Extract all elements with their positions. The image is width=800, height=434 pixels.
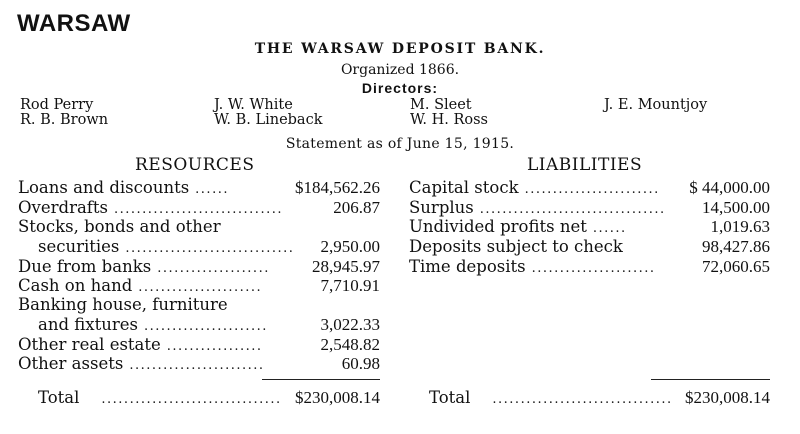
resource-row — [18, 178, 380, 198]
town-heading: WARSAW — [17, 10, 131, 37]
liability-label: Surplus — [409, 198, 474, 217]
resource-value: 206.87 — [333, 198, 380, 217]
resource-row — [18, 276, 380, 296]
resource-label: Due from banks — [18, 257, 152, 276]
resource-value: 3,022.33 — [320, 315, 380, 334]
liability-row — [409, 237, 770, 257]
director-name: W. B. Lineback — [214, 112, 323, 128]
resource-label: Banking house, furniture — [18, 295, 228, 314]
resource-value: 2,950.00 — [320, 237, 380, 256]
leader-dots: ........................ — [129, 358, 265, 373]
resource-value: 28,945.97 — [312, 257, 380, 276]
director-name: J. E. Mountjoy — [604, 97, 708, 113]
resource-label: Stocks, bonds and other — [18, 217, 221, 236]
resource-row — [18, 335, 380, 355]
resource-label: Other assets — [18, 354, 124, 373]
total-label: Total — [38, 388, 80, 407]
leader-dots: .............................. — [125, 241, 295, 256]
total-value: $230,008.14 — [295, 388, 380, 407]
resources-total-row — [18, 388, 380, 408]
leader-dots: ...................... — [138, 280, 263, 295]
leader-dots: .................... — [157, 261, 270, 276]
liability-label: Time deposits — [409, 257, 526, 276]
directors-label: Directors: — [361, 80, 439, 96]
leader-dots: ................................ — [492, 392, 673, 407]
director-name: R. B. Brown — [20, 112, 109, 128]
liability-label: Capital stock — [409, 178, 519, 197]
resource-label: Cash on hand — [18, 276, 133, 295]
resource-label: Other real estate — [18, 335, 161, 354]
resource-row — [18, 354, 380, 374]
total-rule — [262, 379, 380, 380]
resource-label: securities — [38, 237, 120, 256]
liability-row — [409, 198, 770, 218]
director-name: Rod Perry — [20, 97, 94, 113]
liability-value: 1,019.63 — [710, 217, 770, 236]
resource-label: Overdrafts — [18, 198, 108, 217]
statement-date: Statement as of June 15, 1915. — [285, 136, 515, 152]
leader-dots: ...... — [195, 182, 229, 197]
leader-dots: ................................. — [479, 202, 666, 217]
leader-dots: .............................. — [114, 202, 283, 217]
total-value: $230,008.14 — [685, 388, 770, 407]
leader-dots: ................. — [166, 339, 263, 354]
liability-value: 98,427.86 — [702, 237, 770, 256]
resource-row — [18, 198, 380, 218]
liability-value: 72,060.65 — [702, 257, 770, 276]
resource-value: 60.98 — [341, 354, 380, 373]
liability-label: Deposits subject to check — [409, 237, 623, 256]
leader-dots: ...................... — [143, 319, 268, 334]
leader-dots: ...................... — [531, 261, 656, 276]
liability-label: Undivided profits net — [409, 217, 587, 236]
liabilities-heading: LIABILITIES — [527, 155, 643, 175]
liability-value: $ 44,000.00 — [689, 178, 770, 197]
liability-row — [409, 178, 770, 198]
resources-heading: RESOURCES — [135, 155, 255, 175]
liability-row — [409, 217, 770, 237]
resource-row — [18, 237, 380, 257]
total-label: Total — [429, 388, 471, 407]
liability-value: 14,500.00 — [702, 198, 770, 217]
director-name: W. H. Ross — [410, 112, 488, 128]
leader-dots: ........................ — [524, 182, 660, 197]
resource-value: 2,548.82 — [320, 335, 380, 354]
resource-row — [18, 315, 380, 335]
leader-dots: ................................ — [101, 392, 282, 407]
resource-label: and fixtures — [38, 315, 138, 334]
director-name: M. Sleet — [410, 97, 472, 113]
director-name: J. W. White — [214, 97, 293, 113]
leader-dots: ...... — [592, 221, 627, 236]
total-rule — [651, 379, 770, 380]
resource-value: $184,562.26 — [295, 178, 380, 197]
resource-row — [18, 295, 380, 315]
resource-row — [18, 217, 380, 237]
resource-row — [18, 257, 380, 277]
liabilities-total-row — [409, 388, 770, 408]
resource-label: Loans and discounts — [18, 178, 190, 197]
resource-value: 7,710.91 — [320, 276, 380, 295]
organized-line: Organized 1866. — [340, 62, 460, 78]
bank-name: THE WARSAW DEPOSIT BANK. — [254, 41, 546, 57]
liability-row — [409, 257, 770, 277]
